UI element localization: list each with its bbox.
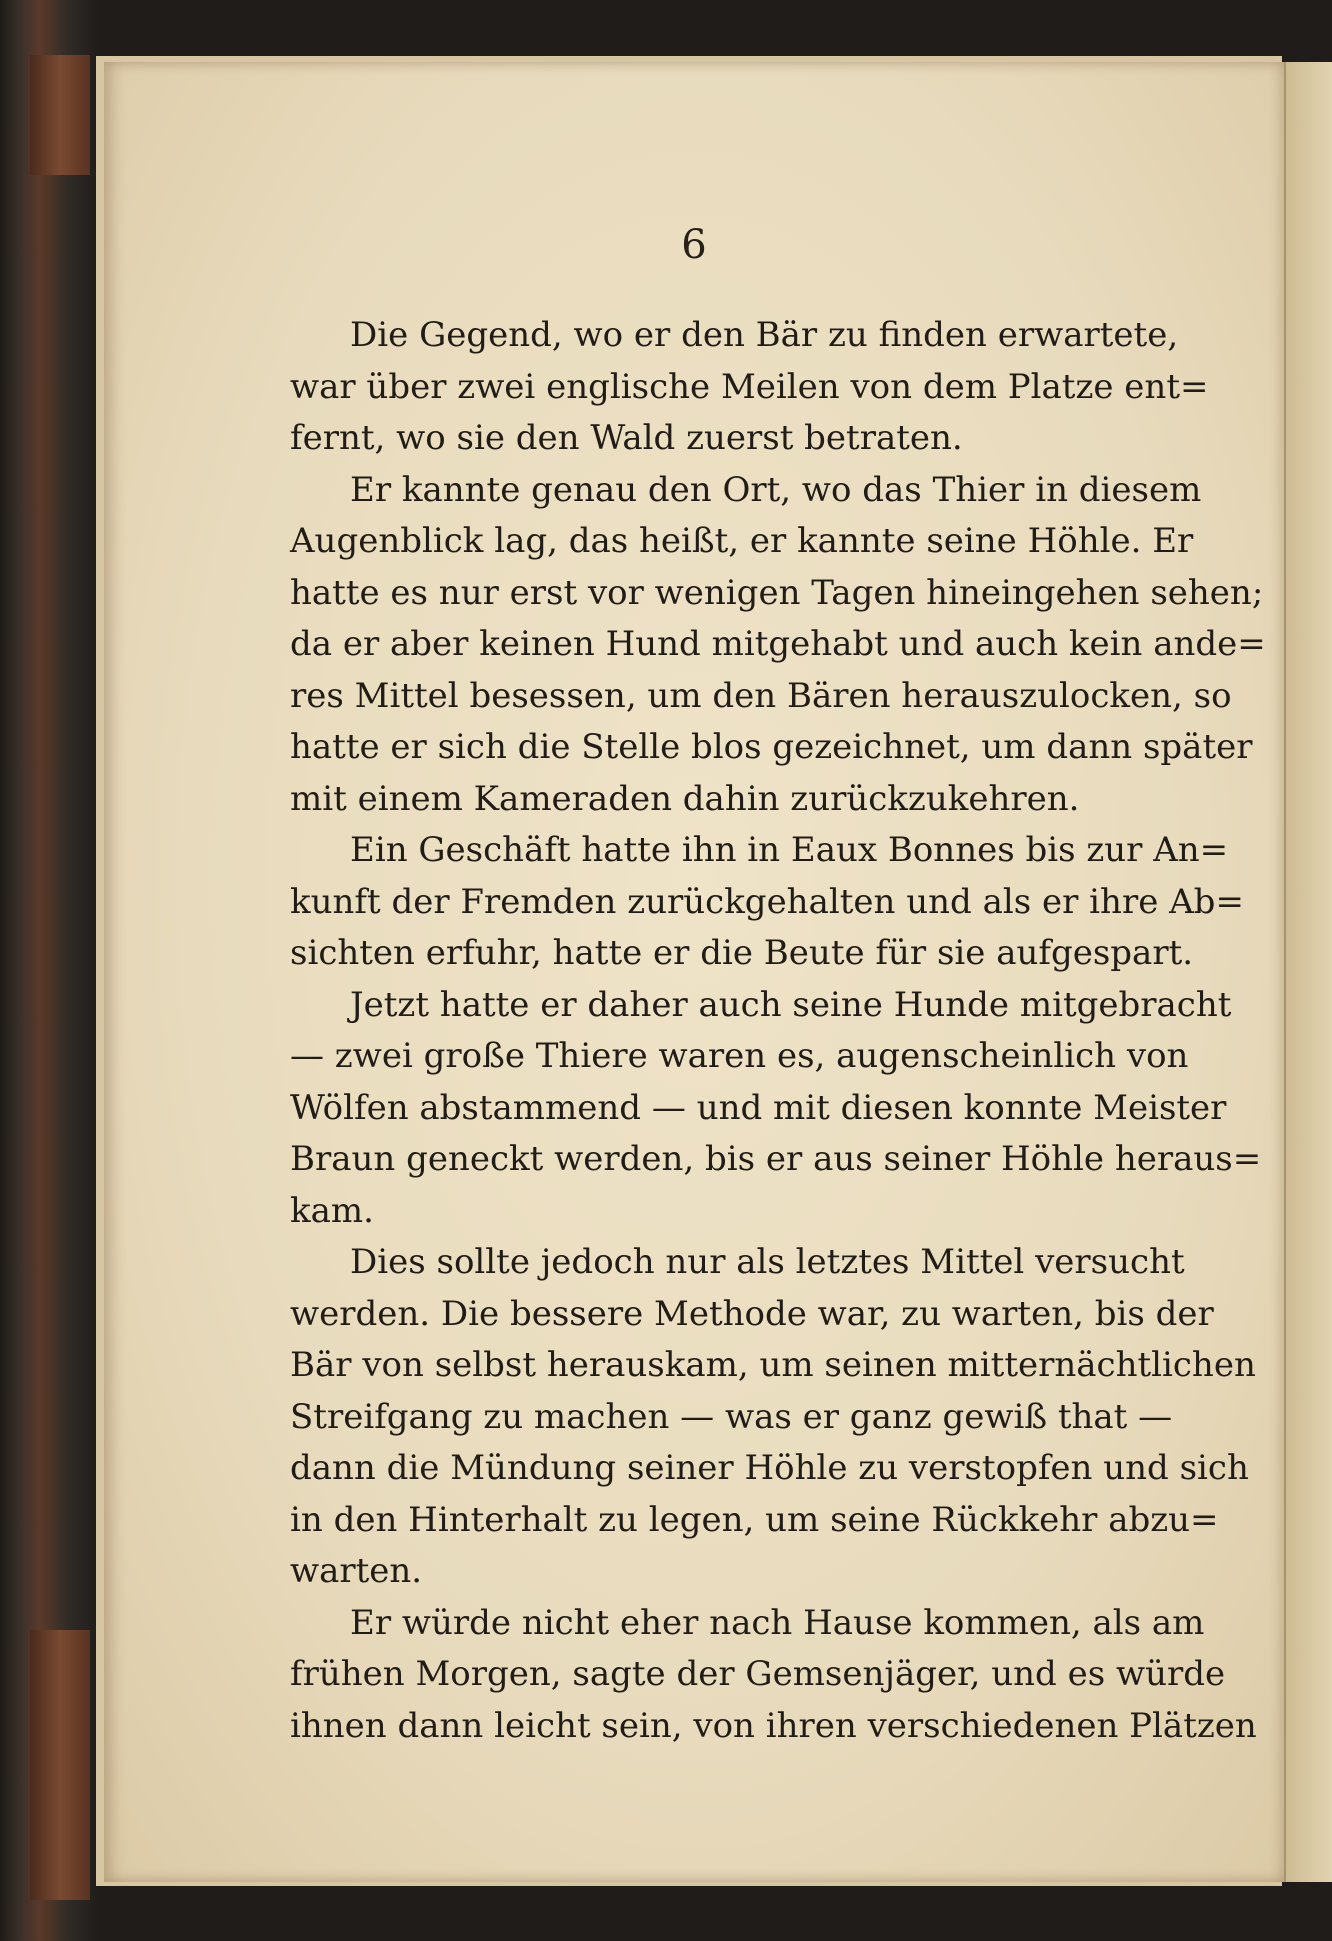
- spine-leather-bottom: [30, 1630, 90, 1900]
- text-line: kam.: [290, 1190, 374, 1231]
- text-line: hatte es nur erst vor wenigen Tagen hineingehen sehen;: [290, 572, 1264, 613]
- text-line: frühen Morgen, sagte der Gemsenjäger, und es würde: [290, 1654, 1226, 1694]
- text-line: Jetzt hatte er daher auch seine Hunde mitgebracht: [350, 984, 1232, 1025]
- text-line: mit einem Kameraden dahin zurückzukehren.: [290, 778, 1080, 819]
- text-line: Augenblick lag, das heißt, er kannte seine Höhle. Er: [290, 521, 1194, 561]
- text-line: Braun geneckt werden, bis er aus seiner Höhle heraus=: [290, 1139, 1262, 1179]
- text-line: da er aber keinen Hund mitgehabt und auch kein ande=: [290, 624, 1266, 664]
- text-line: Streifgang zu machen — was er ganz gewiß that —: [290, 1396, 1173, 1437]
- book-page: [104, 62, 1284, 1882]
- page-text: [290, 310, 1266, 1752]
- text-line: Bär von selbst herauskam, um seinen mitternächtlichen: [290, 1345, 1256, 1385]
- text-line: werden. Die bessere Methode war, zu warten, bis der: [290, 1293, 1214, 1334]
- text-line: Wölfen abstammend — und mit diesen konnte Meister: [290, 1087, 1227, 1128]
- text-line: ihnen dann leicht sein, von ihren verschiedenen Plätzen: [290, 1705, 1257, 1746]
- spine-leather-top: [30, 55, 90, 175]
- text-line: warten.: [290, 1551, 423, 1591]
- text-line: dann die Mündung seiner Höhle zu verstopfen und sich: [290, 1448, 1249, 1488]
- text-line: Er würde nicht eher nach Hause kommen, als am: [350, 1602, 1205, 1643]
- text-line: Er kannte genau den Ort, wo das Thier in diesem: [350, 469, 1202, 510]
- text-line: res Mittel besessen, um den Bären herauszulocken, so: [290, 675, 1232, 716]
- text-line: sichten erfuhr, hatte er die Beute für sie aufgespart.: [290, 933, 1194, 973]
- page-number: 6: [681, 222, 707, 268]
- text-line: in den Hinterhalt zu legen, um seine Rückkehr abzu=: [290, 1499, 1219, 1540]
- text-line: Dies sollte jedoch nur als letztes Mittel versucht: [350, 1242, 1185, 1282]
- text-line: — zwei große Thiere waren es, augenscheinlich von: [290, 1036, 1189, 1076]
- text-line: kunft der Fremden zurückgehalten und als er ihre Ab=: [290, 881, 1244, 922]
- facing-page-edge: [1284, 62, 1332, 1882]
- text-line: Die Gegend, wo er den Bär zu finden erwartete,: [350, 315, 1179, 355]
- text-line: Ein Geschäft hatte ihn in Eaux Bonnes bis zur An=: [350, 830, 1229, 870]
- text-line: war über zwei englische Meilen von dem Platze ent=: [290, 366, 1209, 407]
- text-line: hatte er sich die Stelle blos gezeichnet, um dann später: [290, 727, 1253, 767]
- text-line: fernt, wo sie den Wald zuerst betraten.: [290, 418, 963, 458]
